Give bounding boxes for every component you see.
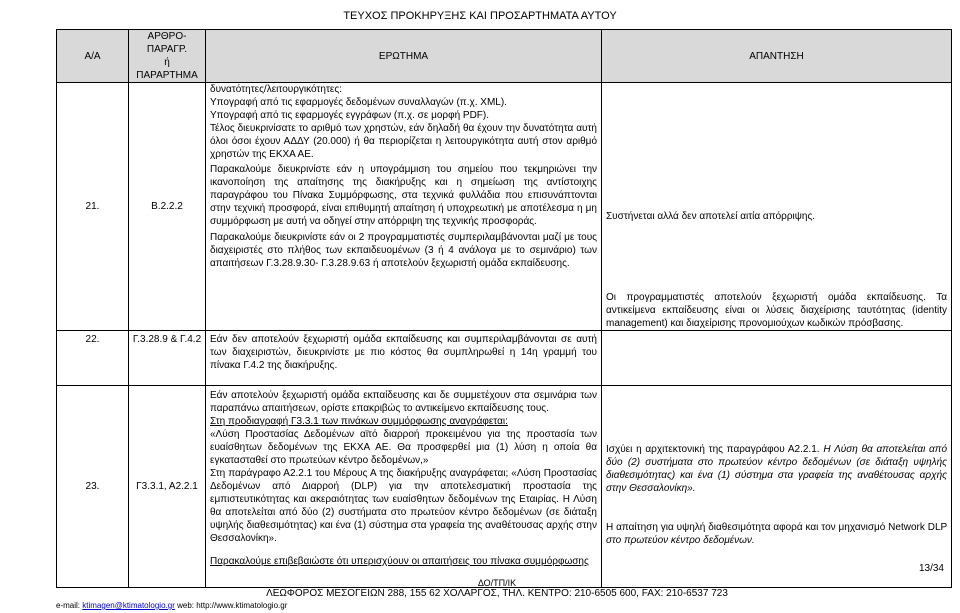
- question-cell: Εάν δεν αποτελούν ξεχωριστή ομάδα εκπαίδευσης και συμπεριλαμβάνονται σε αυτή των διαχειριστών, διευκρινίστε με πιο κόστος θα συμπληρωθεί η 14η γραμμή του πίνακα Γ.4.2 της διακήρυξης.: [206, 331, 602, 386]
- header-aa: Α/Α: [57, 30, 129, 83]
- header-question: ΕΡΩΤΗΜΑ: [206, 30, 602, 83]
- row-reference: Β.2.2.2: [129, 83, 206, 331]
- header-ref: ΑΡΘΡΟ-ΠΑΡΑΓΡ. ή ΠΑΡΑΡΤΗΜΑ: [129, 30, 206, 83]
- underlined-spec-text: Στη προδιαγραφή Γ3.3.1 των πινάκων συμμόρφωσης αναγράφεται:: [210, 416, 508, 427]
- table-row: [57, 386, 952, 588]
- web-address: web: http://www.ktimatologio.gr: [177, 601, 288, 610]
- header-answer: ΑΠΑΝΤΗΣΗ: [602, 30, 952, 83]
- answer-cell: Ισχύει η αρχιτεκτονική της παραγράφου Α2.2.1. Η Λύση θα αποτελείται από δύο (2) συστήματα στο πρωτεύον κέντρο δεδομένων (σε διάταξη υψηλής διαθεσιμότητας) και ένα (1) σύστημα στα γραφεία της αναθέτουσας αρχής στην Θεσσαλονίκη». Η απαίτηση για υψηλή διαθεσιμότητα αφορά και τον μηχανισμό Network DLP στο πρωτεύον κέντρο δεδομένων.: [602, 386, 952, 588]
- question-cell: Εάν αποτελούν ξεχωριστή ομάδα εκπαίδευσης και δε συμμετέχουν στα σεμινάρια των παραπάνω απαιτήσεων, ορίστε επακριβώς το αντικείμενο εκπαίδευσης τους. Στη προδιαγραφή Γ3.3.1 των πινάκων συμμόρφωσης αναγράφεται: «Λύση Προστασίας Δεδομένων αϊτό διαρροή προκειμένου για της προστασία των ευαίσθητων δεδομένων της ΕΚΧΑ ΑΕ. Θα προσφερθεί μια (1) λύση η οποία θα εγκατασταθεί στο πρωτεύων κέντρο δεδομένων,» Στη παράγραφο Α2.2.1 του Μέρους Α της διακήρυξης αναγράφεται; «Λύση Προστασίας Δεδομένων από Διαρροή (DLP) για την αποτελεσματική προστασία της εμπιστευτικότητας και ακεραιότητας των ευαίσθητων δεδομένων της Εταιρίας. Η Λύση θα αποτελείται από δύο (2) συστήματα στο πρωτεύον κέντρο δεδομένων (σε διάταξη υψηλής διαθεσιμότητας) και ένα (1) σύστημα στα γραφεία της αναθέτουσας αρχής στην Θεσσαλονίκη». Παρακαλούμε επιβεβαιώστε ότι υπερισχύουν οι απαιτήσεις του πίνακα συμμόρφωσης: [206, 386, 602, 588]
- table-header-row: [57, 30, 952, 83]
- email-link[interactable]: ktimagen@ktimatologio.gr: [82, 601, 175, 610]
- row-number: 21.: [57, 83, 129, 331]
- row-reference: Γ.3.28.9 & Γ.4.2: [129, 331, 206, 386]
- row-number: 23.: [57, 386, 129, 588]
- italic-quote: Η Λύση θα αποτελείται από δύο (2) συστήματα στο πρωτεύον κέντρο δεδομένων (σε διάταξη υψηλής διαθεσιμότητας) και ένα (1) σύστημα στα γραφεία της αναθέτουσας αρχής στην Θεσσαλονίκη».: [606, 444, 948, 494]
- answer-cell: [602, 331, 952, 386]
- row-reference: Γ3.3.1, Α2.2.1: [129, 386, 206, 588]
- footer-dept: ΔΟ/ΤΠ/ΙΚ: [477, 578, 517, 588]
- row-number: 22.: [57, 331, 129, 386]
- footer-contact: e-mail: ktimagen@ktimatologio.gr web: http://www.ktimatologio.gr: [56, 601, 288, 610]
- document-header-title: ΤΕΥΧΟΣ ΠΡΟΚΗΡΥΞΗΣ ΚΑΙ ΠΡΟΣΑΡΤΗΜΑΤΑ ΑΥΤΟΥ: [343, 10, 617, 22]
- italic-quote: στο πρωτεύον κέντρο δεδομένων.: [606, 535, 755, 546]
- answer-cell: Συστήνεται αλλά δεν αποτελεί αιτία απόρριψης. Οι προγραμματιστές αποτελούν ξεχωριστή ομάδα εκπαίδευσης. Τα αντικείμενα εκπαίδευσης είναι οι λύσεις διαχείρισης ταυτότητας (identity management) και διαχείρισης προνομιούχων κωδικών πρόσβασης.: [602, 83, 952, 331]
- page-number: 13/34: [918, 563, 944, 574]
- table-row: [57, 83, 952, 331]
- question-cell: δυνατότητες/λειτουργικότητες: Υπογραφή από τις εφαρμογές δεδομένων συναλλαγών (π.χ. XML). Υπογραφή από τις εφαρμογές εγγράφων (π.χ. σε μορφή PDF). Τέλος διευκρινίσατε το αριθμό των χρηστών, εάν δηλαδή θα έχουν την δυνατότητα αυτή όλοι όσοι έχουν ΑΔΔΥ (20.000) ή θα περιορίζεται η λειτουργικότητα αυτή στον αριθμό χρηστών της ΕΚΧΑ ΑΕ. Παρακαλούμε διευκρινίστε εάν η υπογράμμιση του σημείου που τεκμηριώνει την ικανοποίηση της απαίτησης της διακήρυξης και η σημείωση της αντίστοιχης παραγράφου του Πίνακα Συμμόρφωσης, στα τεχνικά φυλλάδια που επισυνάπτονται στην τεχνική προσφορά, είναι επιθυμητή απαίτηση ή υποχρεωτική με αποτέλεσμα η μη συμμόρφωση με αυτή να οδηγεί στην απόρριψη της τεχνικής προσφοράς. Παρακαλούμε διευκρινίστε εάν οι 2 προγραμματιστές συμπεριλαμβάνονται μαζί με τους διαχειριστές στο πλήθος των εκπαιδευομένων (3 ή 4 ανάλογα με το σεμινάριο) των απαιτήσεων Γ.3.28.9.30- Γ.3.28.9.63 ή αποτελούν ξεχωριστή ομάδα εκπαίδευσης.: [206, 83, 602, 331]
- table-row: [57, 331, 952, 386]
- footer-address: ΛΕΩΦΟΡΟΣ ΜΕΣΟΓΕΙΩΝ 288, 155 62 ΧΟΛΑΡΓΟΣ, ΤΗΛ. ΚΕΝΤΡΟ: 210-6505 600, FAX: 210-6537 723: [266, 588, 728, 599]
- clarifications-table: [56, 29, 952, 588]
